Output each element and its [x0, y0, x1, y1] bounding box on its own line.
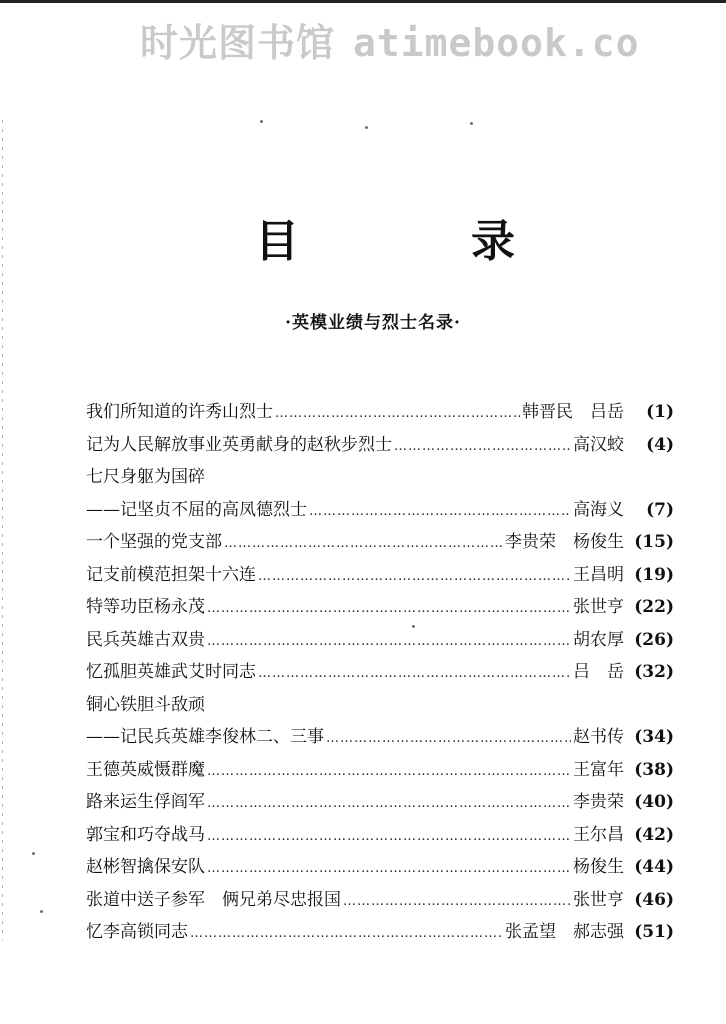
toc-entry-page: (40) [634, 792, 674, 812]
toc-entry-author: 胡农厚 [573, 629, 624, 650]
toc-entry-author: 李贵荣 杨俊生 [505, 532, 624, 552]
toc-entry-page: (38) [634, 759, 674, 780]
toc-leader-dots [258, 666, 571, 681]
toc-entry-title: 赵彬智擒保安队 [86, 857, 205, 877]
toc-entry-author: 王尔昌 [573, 824, 624, 845]
toc-entry-page: (26) [634, 629, 674, 650]
toc-entry [86, 722, 674, 755]
scan-speck [365, 126, 368, 129]
toc-entry-page: (44) [634, 857, 674, 877]
toc-entry-title: 记支前模范担架十六连 [86, 564, 256, 585]
toc-leader-dots [207, 764, 571, 779]
toc-entry [86, 755, 674, 788]
toc-entry [86, 560, 674, 593]
toc-entry [86, 430, 674, 463]
toc-entry [86, 820, 674, 853]
toc-entry-page: (19) [634, 564, 674, 585]
toc-leader-dots [309, 504, 571, 519]
toc-leader-dots [275, 406, 520, 421]
watermark-cn: 时光图书馆 [140, 21, 336, 65]
toc-leader-dots [326, 731, 571, 746]
toc-entry-author: 张孟望 郝志强 [505, 922, 624, 942]
toc-entry [86, 625, 674, 658]
table-of-contents [86, 397, 674, 950]
toc-entry-title: 特等功臣杨永茂 [86, 597, 205, 617]
toc-entry-author: 高海义 [573, 499, 624, 520]
toc-entry [86, 690, 674, 723]
toc-entry-author: 吕 岳 [573, 662, 624, 682]
title-char-left: 目 [255, 216, 299, 267]
toc-entry-author: 杨俊生 [573, 857, 624, 877]
toc-entry-page: (51) [634, 922, 674, 942]
toc-entry-page: (22) [634, 597, 674, 617]
scan-speck [40, 910, 43, 913]
toc-leader-dots [207, 861, 571, 876]
toc-leader-dots [343, 894, 571, 909]
toc-entry [86, 495, 674, 528]
toc-entry-author: 王富年 [573, 759, 624, 780]
toc-entry [86, 852, 674, 885]
toc-entry [86, 917, 674, 950]
toc-entry-page: (34) [634, 727, 674, 747]
toc-entry-title: 我们所知道的许秀山烈士 [86, 402, 273, 422]
toc-entry-title: 张道中送子参军 俩兄弟尽忠报国 [86, 889, 341, 910]
toc-leader-dots [190, 926, 503, 941]
toc-entry-author: 张世亨 [573, 597, 624, 617]
toc-leader-dots [394, 439, 571, 454]
watermark-url: atimebook.co [353, 21, 640, 65]
toc-leader-dots [207, 634, 571, 649]
toc-entry-title: 忆李高锁同志 [86, 922, 188, 942]
toc-entry-page: (32) [634, 662, 674, 682]
toc-entry-title: ——记坚贞不屈的高凤德烈士 [86, 499, 307, 520]
toc-entry-page: (15) [634, 532, 674, 552]
toc-entry [86, 787, 674, 820]
toc-entry [86, 462, 674, 495]
toc-entry [86, 657, 674, 690]
toc-entry-author: 王昌明 [573, 564, 624, 585]
scan-speck [260, 120, 263, 123]
toc-entry-page: (1) [646, 402, 674, 422]
page-title [255, 212, 515, 272]
toc-entry-title: 路来运生俘阎军 [86, 792, 205, 812]
toc-entry-author: 李贵荣 [573, 792, 624, 812]
toc-entry-title: 一个坚强的党支部 [86, 532, 222, 552]
toc-entry-title: ——记民兵英雄李俊林二、三事 [86, 727, 324, 747]
toc-entry [86, 527, 674, 560]
toc-entry-title: 铜心铁胆斗敌顽 [86, 694, 205, 715]
toc-leader-dots [207, 829, 571, 844]
toc-entry [86, 885, 674, 918]
toc-entry-author: 张世亨 [573, 889, 624, 910]
toc-entry-title: 七尺身躯为国碎 [86, 467, 205, 487]
toc-entry-author: 高汉蛟 [573, 434, 624, 455]
toc-entry-author: 韩晋民 吕岳 [522, 402, 624, 422]
section-heading: ·英模业绩与烈士名录· [285, 313, 461, 333]
scan-speck [470, 122, 473, 125]
toc-entry-page: (42) [634, 824, 674, 845]
scan-speck [32, 852, 35, 855]
toc-leader-dots [258, 569, 571, 584]
top-border [0, 0, 726, 3]
toc-entry-title: 郭宝和巧夺战马 [86, 824, 205, 845]
toc-leader-dots [224, 536, 503, 551]
toc-entry-page: (46) [634, 889, 674, 910]
toc-entry [86, 397, 674, 430]
toc-leader-dots [207, 796, 571, 811]
title-char-right: 录 [471, 216, 515, 267]
page-edge-marks [2, 120, 3, 940]
toc-entry-page: (7) [646, 499, 674, 520]
toc-entry [86, 592, 674, 625]
toc-entry-page: (4) [646, 434, 674, 455]
watermark [140, 12, 640, 67]
toc-leader-dots [207, 601, 571, 616]
toc-entry-title: 王德英威慑群魔 [86, 759, 205, 780]
toc-entry-title: 记为人民解放事业英勇献身的赵秋步烈士 [86, 434, 392, 455]
toc-entry-author: 赵书传 [573, 727, 624, 747]
toc-entry-title: 民兵英雄古双贵 [86, 629, 205, 650]
toc-entry-title: 忆孤胆英雄武艾时同志 [86, 662, 256, 682]
